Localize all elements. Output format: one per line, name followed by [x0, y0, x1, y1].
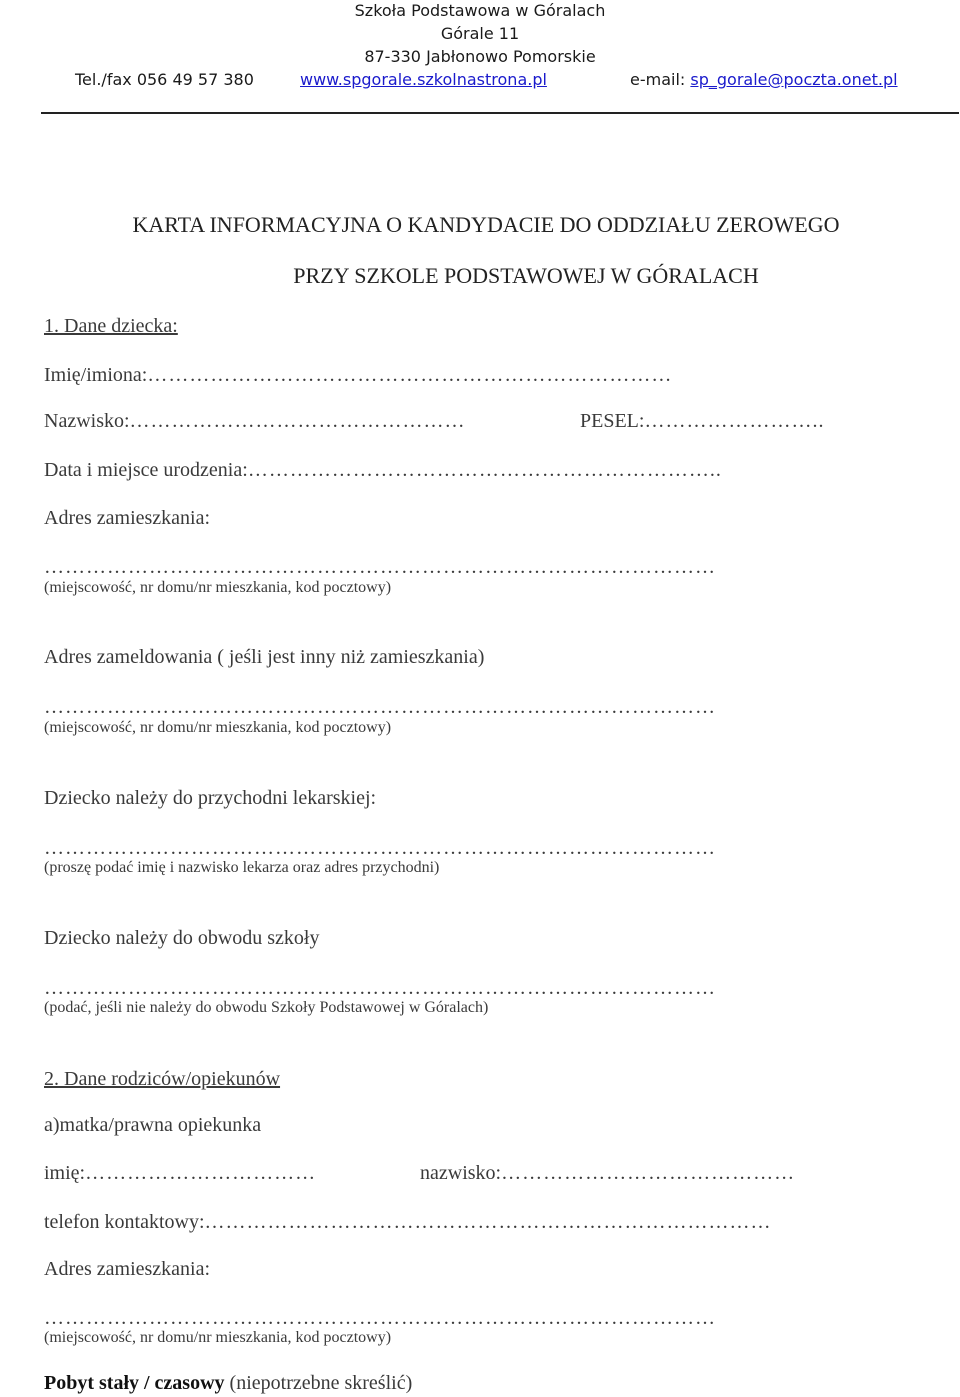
- school-district-dots[interactable]: ……………………………………………………………………………………: [44, 977, 716, 999]
- mother-address-hint: (miejscowość, nr domu/nr mieszkania, kod pocztowy): [44, 1329, 392, 1346]
- school-district-hint: (podać, jeśli nie należy do obwodu Szkoły Podstawowej w Góralach): [44, 999, 489, 1016]
- first-names-field[interactable]: [44, 363, 672, 387]
- residence-options[interactable]: Pobyt stały / czasowy: [44, 1372, 225, 1394]
- section-2-heading: 2. Dane rodziców/opiekunów: [44, 1068, 281, 1090]
- mother-phone-label: telefon kontaktowy:: [44, 1211, 205, 1233]
- school-name: Szkoła Podstawowa w Góralach: [354, 1, 606, 20]
- surname-field[interactable]: [44, 409, 466, 433]
- birth-dots[interactable]: …………………………………………………………..: [247, 459, 722, 481]
- pesel-dots[interactable]: ……………………..: [644, 410, 825, 432]
- school-district-label: Dziecko należy do obwodu szkoły: [44, 927, 320, 949]
- mother-lastname-label: nazwisko:: [420, 1162, 502, 1184]
- school-city: 87-330 Jabłonowo Pomorskie: [364, 47, 596, 66]
- first-names-dots[interactable]: …………………………………………………………………: [147, 364, 673, 386]
- form-title: KARTA INFORMACYJNA O KANDYDACIE DO ODDZIAŁU ZEROWEGO: [132, 212, 840, 237]
- birth-label: Data i miejsce urodzenia:: [44, 459, 248, 481]
- mother-lastname-field[interactable]: [420, 1161, 795, 1185]
- mother-lastname-dots[interactable]: ……………………………………: [501, 1162, 796, 1184]
- form-subtitle: PRZY SZKOLE PODSTAWOWEJ W GÓRALACH: [293, 263, 759, 288]
- email-label: e-mail:: [630, 70, 686, 89]
- letterhead-divider: [41, 112, 959, 114]
- address-label: Adres zamieszkania:: [44, 507, 211, 529]
- registered-address-hint: (miejscowość, nr domu/nr mieszkania, kod pocztowy): [44, 719, 392, 736]
- school-phone: Tel./fax 056 49 57 380: [75, 70, 254, 89]
- registered-address-dots[interactable]: ……………………………………………………………………………………: [44, 696, 716, 718]
- school-street: Górale 11: [440, 24, 520, 43]
- school-email-link[interactable]: sp_gorale@poczta.onet.pl: [690, 70, 898, 89]
- address-hint: (miejscowość, nr domu/nr mieszkania, kod pocztowy): [44, 579, 392, 596]
- mother-name-field[interactable]: [44, 1161, 316, 1185]
- address-dots[interactable]: ……………………………………………………………………………………: [44, 556, 716, 578]
- residence-row: [44, 1371, 412, 1395]
- school-email: [630, 69, 898, 91]
- residence-note: (niepotrzebne skreślić): [229, 1372, 413, 1394]
- section-1-heading: 1. Dane dziecka:: [44, 315, 178, 337]
- mother-phone-field[interactable]: [44, 1210, 772, 1234]
- mother-address-label: Adres zamieszkania:: [44, 1258, 211, 1280]
- clinic-dots[interactable]: ……………………………………………………………………………………: [44, 837, 716, 859]
- mother-name-label: imię:: [44, 1162, 86, 1184]
- mother-address-dots[interactable]: ……………………………………………………………………………………: [44, 1307, 716, 1329]
- school-website-link[interactable]: www.spgorale.szkolnastrona.pl: [300, 70, 547, 89]
- surname-dots[interactable]: …………………………………………: [129, 410, 466, 432]
- mother-phone-dots[interactable]: ………………………………………………………………………: [204, 1211, 772, 1233]
- pesel-label: PESEL:: [580, 410, 645, 432]
- birth-field[interactable]: [44, 458, 722, 482]
- clinic-label: Dziecko należy do przychodni lekarskiej:: [44, 787, 377, 809]
- mother-name-dots[interactable]: ……………………………: [85, 1162, 317, 1184]
- mother-label: a)matka/prawna opiekunka: [44, 1114, 262, 1136]
- first-names-label: Imię/imiona:: [44, 364, 148, 386]
- registered-address-label: Adres zameldowania ( jeśli jest inny niż zamieszkania): [44, 646, 485, 668]
- clinic-hint: (proszę podać imię i nazwisko lekarza oraz adres przychodni): [44, 859, 440, 876]
- pesel-field[interactable]: [580, 409, 824, 433]
- surname-label: Nazwisko:: [44, 410, 130, 432]
